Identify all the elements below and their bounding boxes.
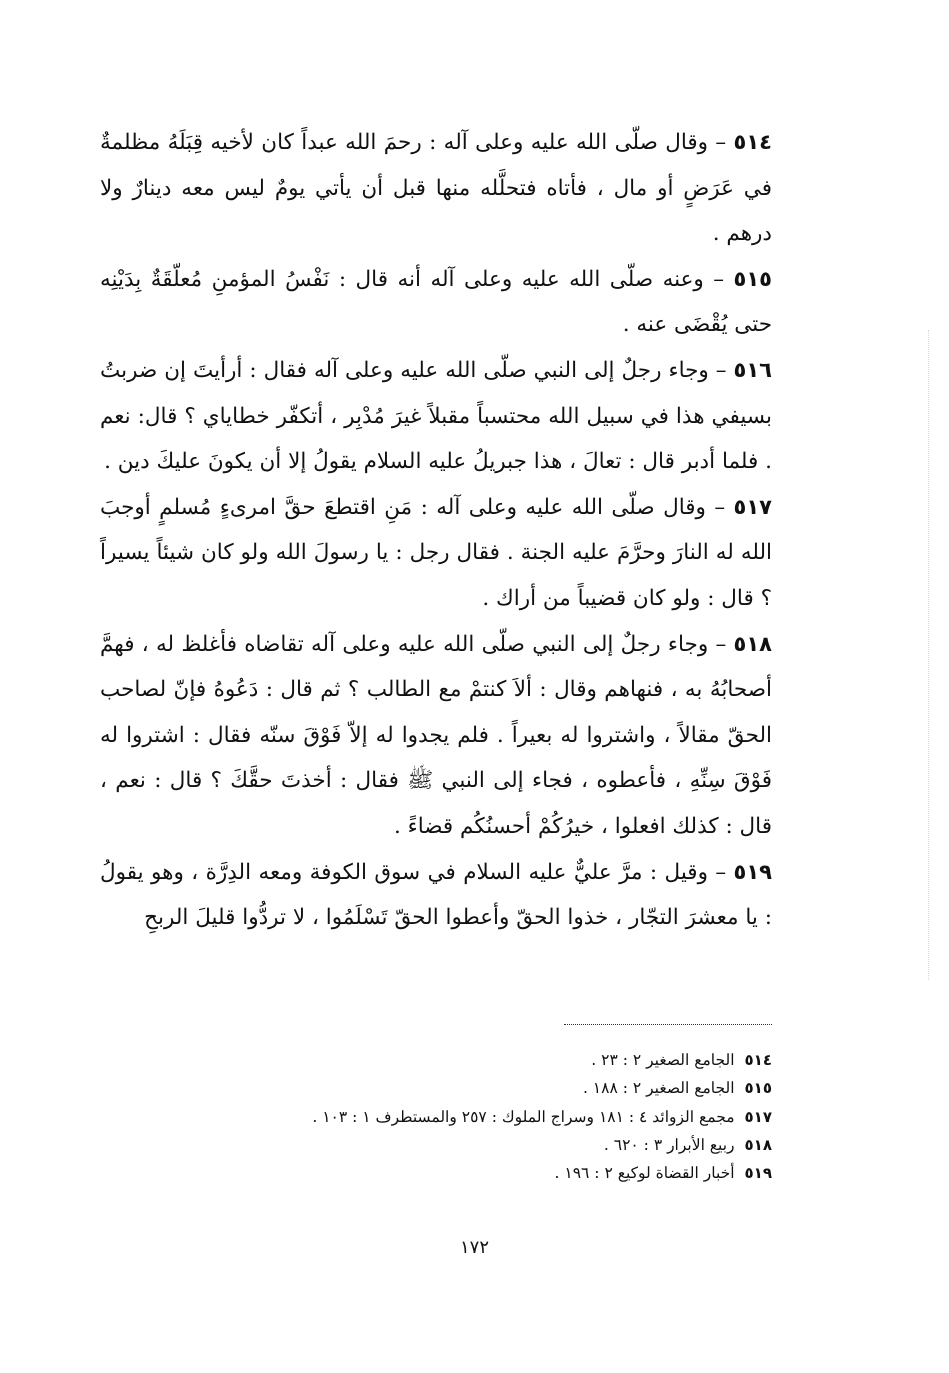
footnote-text: مجمع الزوائد ٤ : ١٨١ وسراج الملوك : ٢٥٧ والمستطرف ١ : ١٠٣ . [312, 1107, 735, 1126]
footnote-divider [564, 1024, 772, 1025]
entry-text: – وقال صلّى الله عليه وعلى آله : رحمَ الله عبداً كان لأخيه قِبَلَهُ مظلمةٌ في عَرَضٍ أو مال ، فأتاه فتحلَّله منها قبل أن يأتي يومٌ ليس معه دينارٌ ولا درهم . [100, 130, 772, 247]
entry-text: – وجاء رجلٌ إلى النبي صلّى الله عليه وعلى آله فقال : أرأيتَ إن ضربتُ بسيفي هذا في سبيل الله محتسباً مقبلاً غيرَ مُدْبِر ، أتكفّر خطاياي ؟ قال: نعم . فلما أدبر قال : تعالَ ، هذا جبريلُ عليه السلام يقولُ إلا أن يكونَ عليكَ دين . [100, 357, 772, 475]
entry-text: – وجاء رجلٌ إلى النبي صلّى الله عليه وعلى آله تقاضاه فأغلظ له ، فهمَّ أصحابُهُ به ، فنهاهم وقال : ألاَ كنتمْ مع الطالب ؟ ثم قال : دَعُوهُ فإنّ لصاحب الحقّ مقالاً ، واشتروا له بعيراً . فلم يجدوا له إلاّ فَوْقَ سنّه فقال : اشتروا له فَوْقَ سِنِّهِ ، فأعطوه ، فجاء إلى النبي ﷺ فقال : أخذتَ حقَّكَ ؟ قال : نعم ، قال : كذلك افعلوا ، خيرُكُمْ أحسنُكُم قضاءً . [100, 631, 772, 839]
main-text-body [100, 120, 772, 941]
entry-text: – وقال صلّى الله عليه وعلى آله : مَنِ اقتطعَ حقَّ امرىءٍ مُسلمٍ أوجبَ الله له النارَ وحرَّمَ عليه الجنة . فقال رجل : يا رسولَ الله ولو كان شيئاً يسيراً ؟ قال : ولو كان قضيباً من أراك . [100, 494, 772, 611]
hadith-entry-515 [100, 257, 772, 348]
hadith-entry-514 [100, 120, 772, 257]
footnote-text: الجامع الصغير ٢ : ٢٣ . [591, 1051, 735, 1069]
footnote-515 [120, 1074, 772, 1102]
entry-text: – وعنه صلّى الله عليه وعلى آله أنه قال : نَفْسُ المؤمنِ مُعلّقَةٌ بِدَيْنِه حتى يُقْضَى عنه . [100, 266, 772, 338]
hadith-entry-516 [100, 348, 772, 485]
hadith-entry-518 [100, 622, 772, 850]
entry-number: ٥١٦ [733, 357, 772, 382]
footnote-text: أخبار القضاة لوكيع ٢ : ١٩٦ . [554, 1164, 735, 1183]
entry-text: – وقيل : مرَّ عليٌّ عليه السلام في سوق الكوفة ومعه الدِرَّة ، وهو يقولُ : يا معشرَ التجّار ، خذوا الحقّ وأعطوا الحقّ تَسْلَمُوا ، لا تردُّوا قليلَ الربحِ [100, 859, 772, 931]
entry-number: ٥١٩ [733, 859, 772, 884]
footnote-518 [120, 1131, 772, 1159]
footnote-text: الجامع الصغير ٢ : ١٨٨ . [582, 1079, 735, 1098]
hadith-entry-517 [100, 485, 772, 622]
footnote-number: ٥١٤ [744, 1051, 772, 1069]
entry-number: ٥١٥ [733, 266, 772, 291]
scan-margin-mark [928, 330, 931, 980]
footnote-number: ٥١٧ [744, 1107, 772, 1126]
footnote-517 [120, 1103, 772, 1131]
hadith-entry-519 [100, 850, 772, 941]
footnotes [120, 1046, 772, 1187]
entry-number: ٥١٤ [733, 130, 772, 154]
entry-number: ٥١٧ [733, 494, 772, 519]
footnote-number: ٥١٩ [744, 1164, 772, 1183]
footnote-514 [120, 1046, 772, 1074]
footnote-number: ٥١٥ [744, 1079, 772, 1098]
footnote-text: ربيع الأبرار ٣ : ٦٢٠ . [603, 1135, 735, 1154]
footnote-number: ٥١٨ [744, 1135, 772, 1154]
footnote-519 [120, 1159, 772, 1187]
entry-number: ٥١٨ [733, 631, 772, 656]
page-number: ١٧٢ [459, 1237, 489, 1258]
